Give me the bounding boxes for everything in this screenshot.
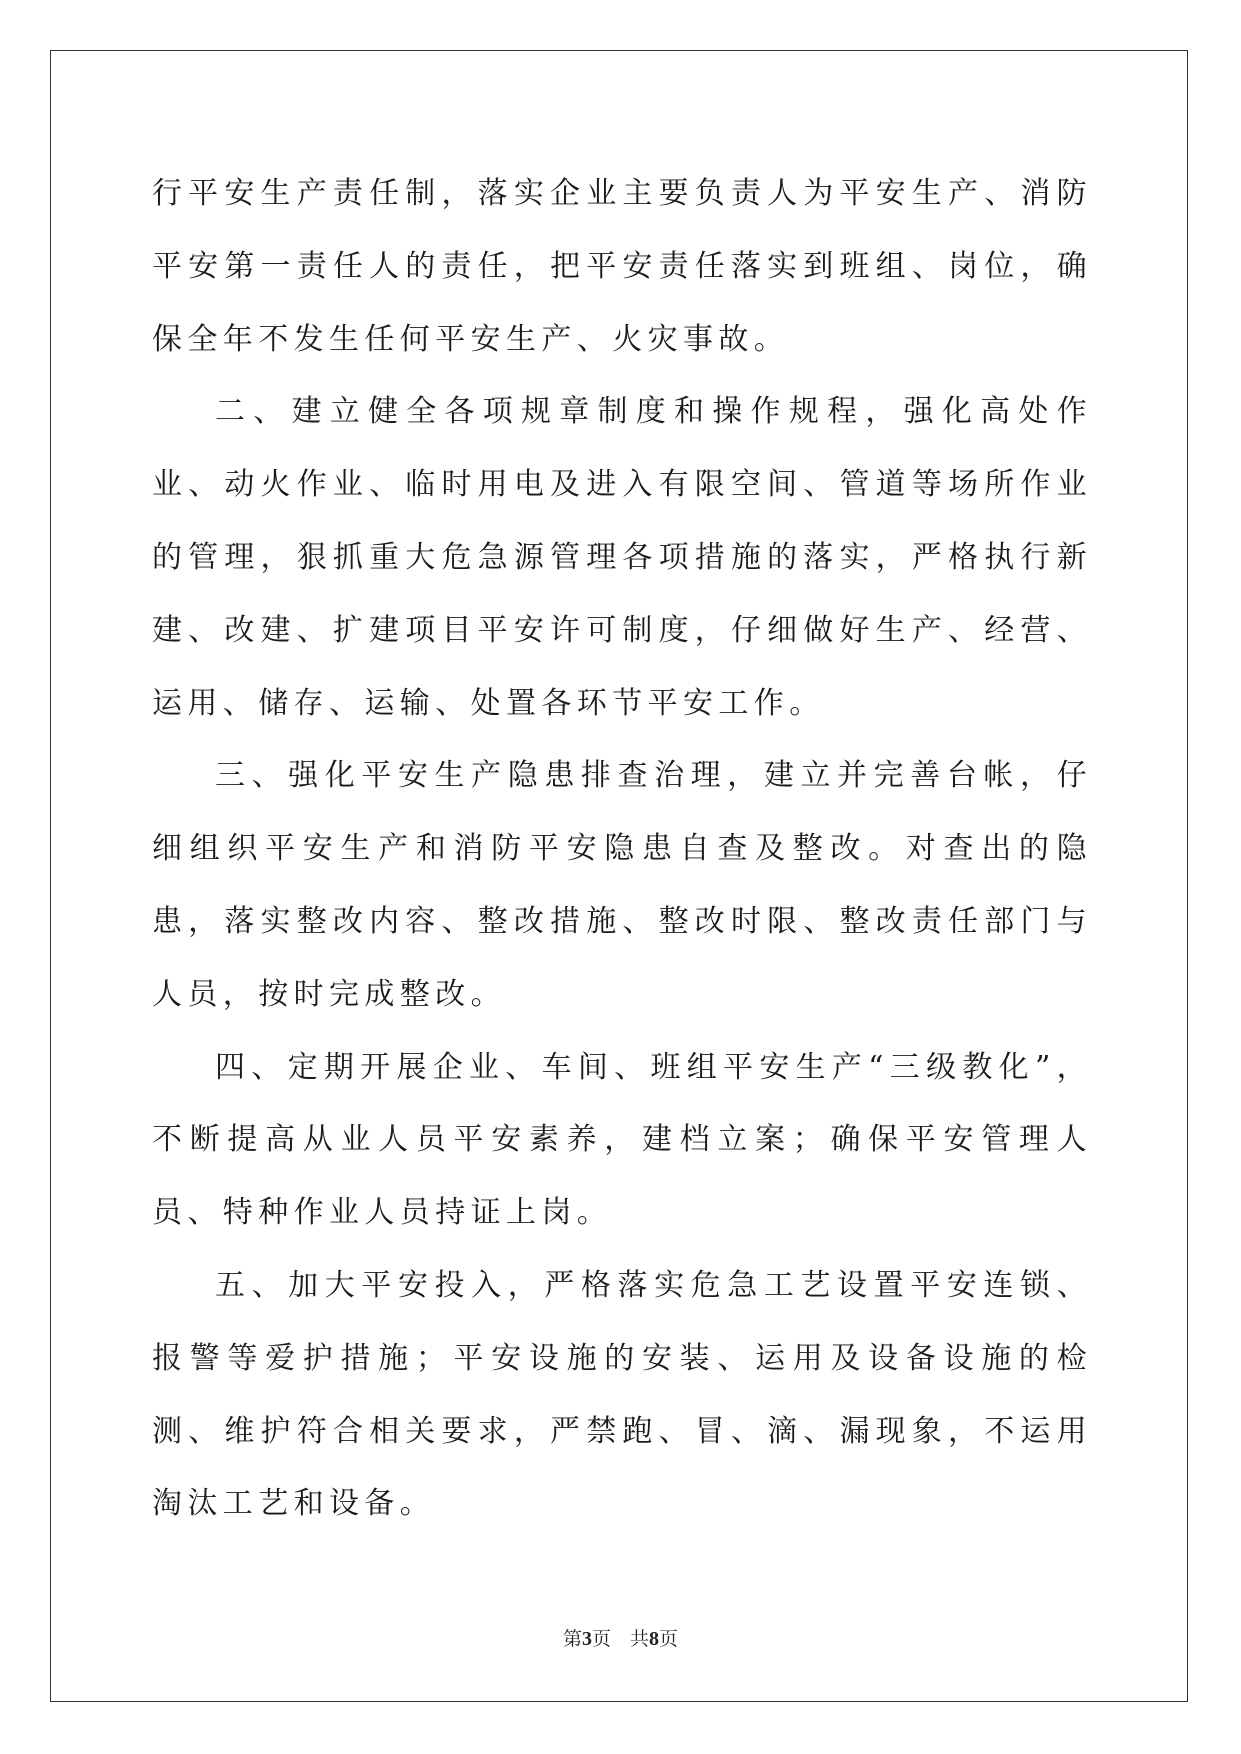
current-page-number: 3 (581, 1628, 592, 1650)
paragraph-continued: 行平安生产责任制，落实企业主要负责人为平安生产、消防平安第一责任人的责任，把平安责任落实到班组、岗位，确保全年不发生任何平安生产、火灾事故。 (152, 176, 1092, 357)
paragraph-item-5: 五、加大平安投入，严格落实危急工艺设置平安连锁、报警等爱护措施；平安设施的安装、运用及设备设施的检测、维护符合相关要求，严禁跑、冒、滴、漏现象，不运用淘汰工艺和设备。 (152, 1267, 1092, 1522)
paragraph-item-4: 四、定期开展企业、车间、班组平安生产“三级教化”，不断提高从业人员平安素养，建档立案；确保平安管理人员、特种作业人员持证上岗。 (152, 1049, 1092, 1231)
page-prefix: 第 (562, 1628, 582, 1650)
total-pages-number: 8 (649, 1628, 659, 1650)
page-suffix: 页 (659, 1628, 679, 1650)
page-mid: 页 共 (591, 1628, 649, 1650)
paragraph-item-3: 三、强化平安生产隐患排查治理，建立并完善台帐，仔细组织平安生产和消防平安隐患自查及整改。对查出的隐患，落实整改内容、整改措施、整改时限、整改责任部门与人员，按时完成整改。 (152, 758, 1092, 1012)
paragraph-item-2: 二、建立健全各项规章制度和操作规程，强化高处作业、动火作业、临时用电及进入有限空间、管道等场所作业的管理，狠抓重大危急源管理各项措施的落实，严格执行新建、改建、扩建项目平安许可制度，仔细做好生产、经营、运用、储存、运输、处置各环节平安工作。 (152, 394, 1092, 721)
page-number-footer (0, 1624, 1241, 1651)
document-body (152, 158, 1092, 1541)
